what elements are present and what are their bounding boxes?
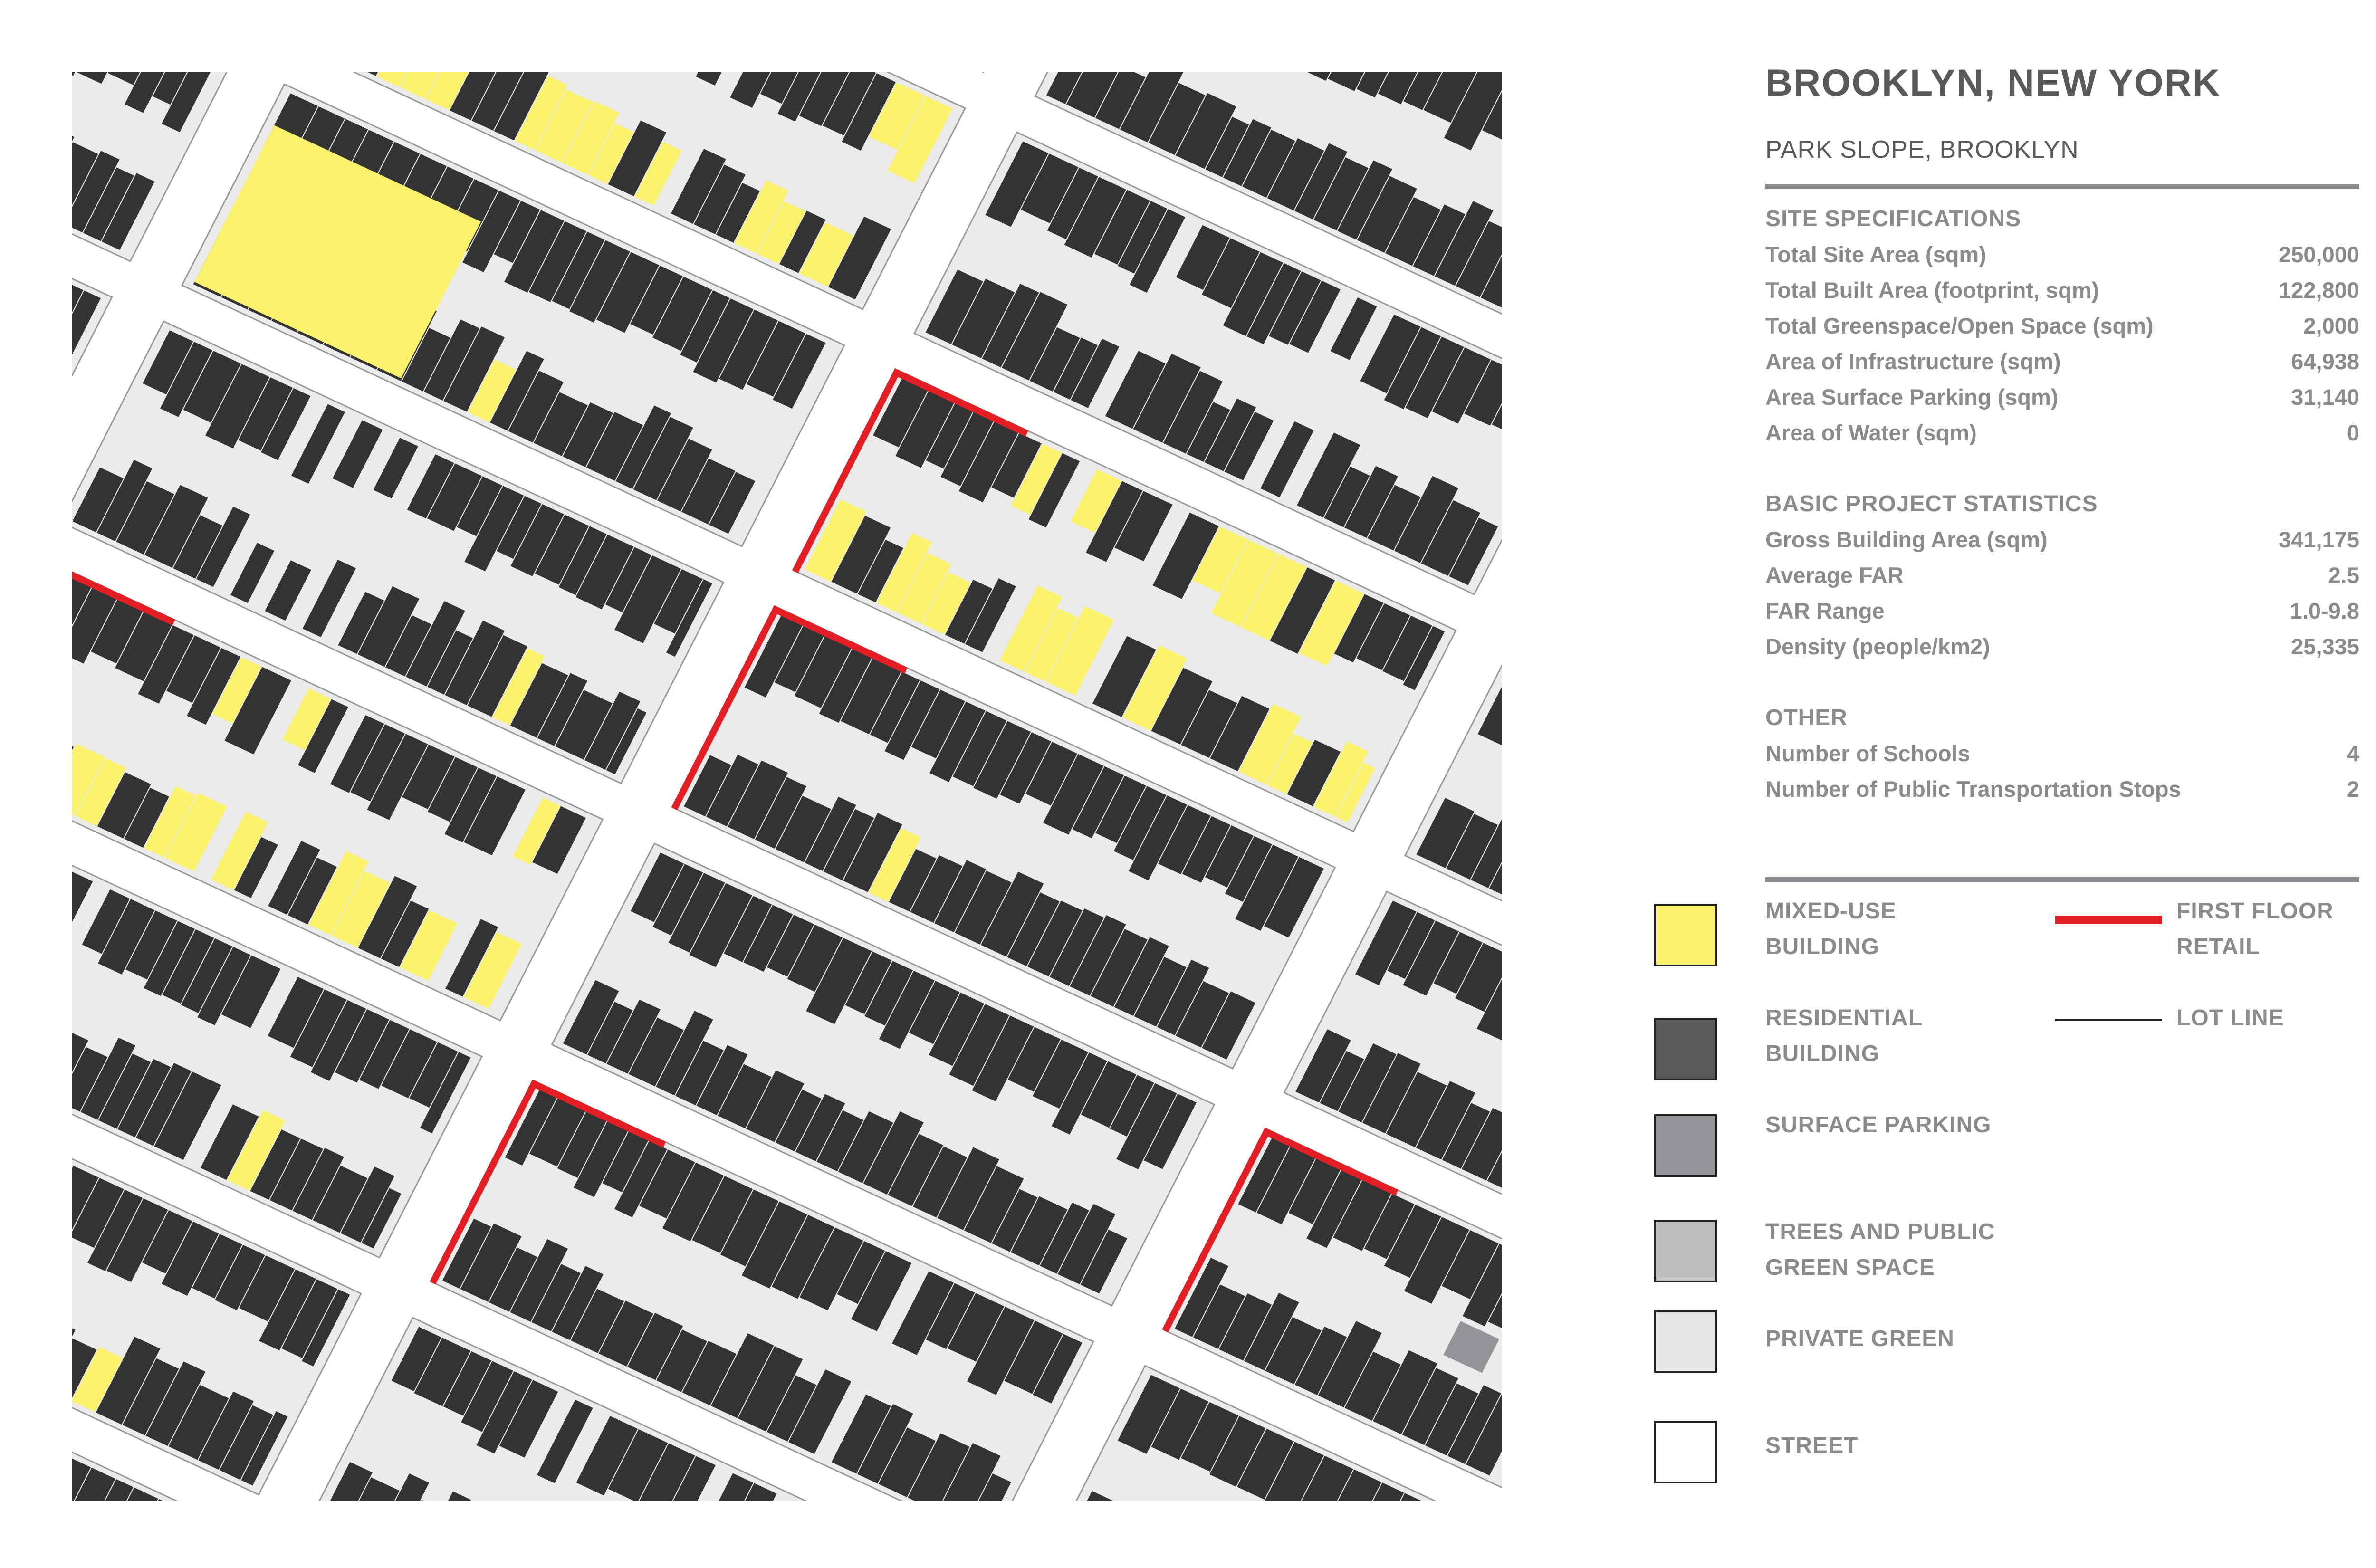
stat-row	[1765, 736, 2359, 771]
stat-label: Area Surface Parking (sqm)	[1765, 384, 2059, 410]
mixed-use-label: MIXED-USE BUILDING	[1765, 899, 1897, 959]
stat-value: 122,800	[2279, 277, 2359, 303]
street-swatch	[1654, 1421, 1717, 1483]
stat-value: 1.0-9.8	[2290, 598, 2359, 623]
stat-label: Area of Water (sqm)	[1765, 420, 1977, 445]
first-floor-retail-label: FIRST FLOOR RETAIL	[2176, 899, 2334, 959]
stat-label: Number of Public Transportation Stops	[1765, 776, 2181, 802]
section-title: SITE SPECIFICATIONS	[1765, 206, 2022, 231]
trees-public-green-swatch	[1654, 1220, 1717, 1282]
site-plan-svg	[72, 72, 1502, 1501]
lot-line-key	[2055, 1019, 2162, 1021]
stat-label: FAR Range	[1765, 598, 1885, 623]
legend-divider	[1765, 877, 2359, 882]
page-title: BROOKLYN, NEW YORK	[1765, 61, 2221, 104]
stat-label: Area of Infrastructure (sqm)	[1765, 349, 2061, 374]
stat-value: 4	[2347, 741, 2359, 766]
stat-value: 2	[2347, 776, 2359, 802]
stat-row	[1765, 308, 2359, 344]
lot-line-label: LOT LINE	[2176, 1005, 2284, 1031]
other-section	[1765, 700, 2359, 807]
stat-row	[1765, 379, 2359, 415]
stat-value: 64,938	[2291, 349, 2359, 374]
stat-label: Total Greenspace/Open Space (sqm)	[1765, 313, 2154, 338]
stat-value: 250,000	[2279, 242, 2359, 267]
page-subtitle: PARK SLOPE, BROOKLYN	[1765, 136, 2079, 163]
first-floor-retail-key	[2055, 916, 2162, 924]
stat-row	[1765, 771, 2359, 807]
stat-row	[1765, 557, 2359, 593]
private-green-swatch	[1654, 1310, 1717, 1373]
stat-row	[1765, 272, 2359, 308]
stat-row	[1765, 593, 2359, 629]
section-title: OTHER	[1765, 705, 1848, 730]
surface-parking-label: SURFACE PARKING	[1765, 1112, 1992, 1138]
info-panel	[1663, 0, 2376, 1568]
stat-row	[1765, 522, 2359, 557]
stat-label: Total Site Area (sqm)	[1765, 242, 1986, 267]
stat-row	[1765, 344, 2359, 379]
stat-value: 31,140	[2291, 384, 2359, 410]
site-plan-map	[72, 72, 1502, 1501]
stat-label: Gross Building Area (sqm)	[1765, 527, 2048, 552]
stat-row	[1765, 237, 2359, 272]
stat-value: 2.5	[2328, 563, 2359, 588]
stat-value: 2,000	[2303, 313, 2359, 338]
stat-label: Total Built Area (footprint, sqm)	[1765, 277, 2099, 303]
residential-label: RESIDENTIAL BUILDING	[1765, 1005, 1923, 1066]
site-specifications-section	[1765, 201, 2359, 450]
stat-value: 0	[2347, 420, 2359, 445]
surface-parking-swatch	[1654, 1114, 1717, 1177]
private-green-label: PRIVATE GREEN	[1765, 1326, 1954, 1351]
basic-project-statistics-section	[1765, 486, 2359, 664]
stat-label: Average FAR	[1765, 563, 1904, 588]
trees-public-green-label: TREES AND PUBLIC GREEN SPACE	[1765, 1219, 1995, 1280]
mixed-use-swatch	[1654, 904, 1717, 966]
stat-row	[1765, 629, 2359, 664]
section-title: BASIC PROJECT STATISTICS	[1765, 491, 2098, 516]
stat-label: Density (people/km2)	[1765, 634, 1990, 659]
stat-row	[1765, 415, 2359, 450]
stat-value: 25,335	[2291, 634, 2359, 659]
street-label: STREET	[1765, 1433, 1859, 1458]
stat-value: 341,175	[2279, 527, 2359, 552]
header-divider	[1765, 184, 2359, 189]
stat-label: Number of Schools	[1765, 741, 1970, 766]
residential-swatch	[1654, 1018, 1717, 1080]
